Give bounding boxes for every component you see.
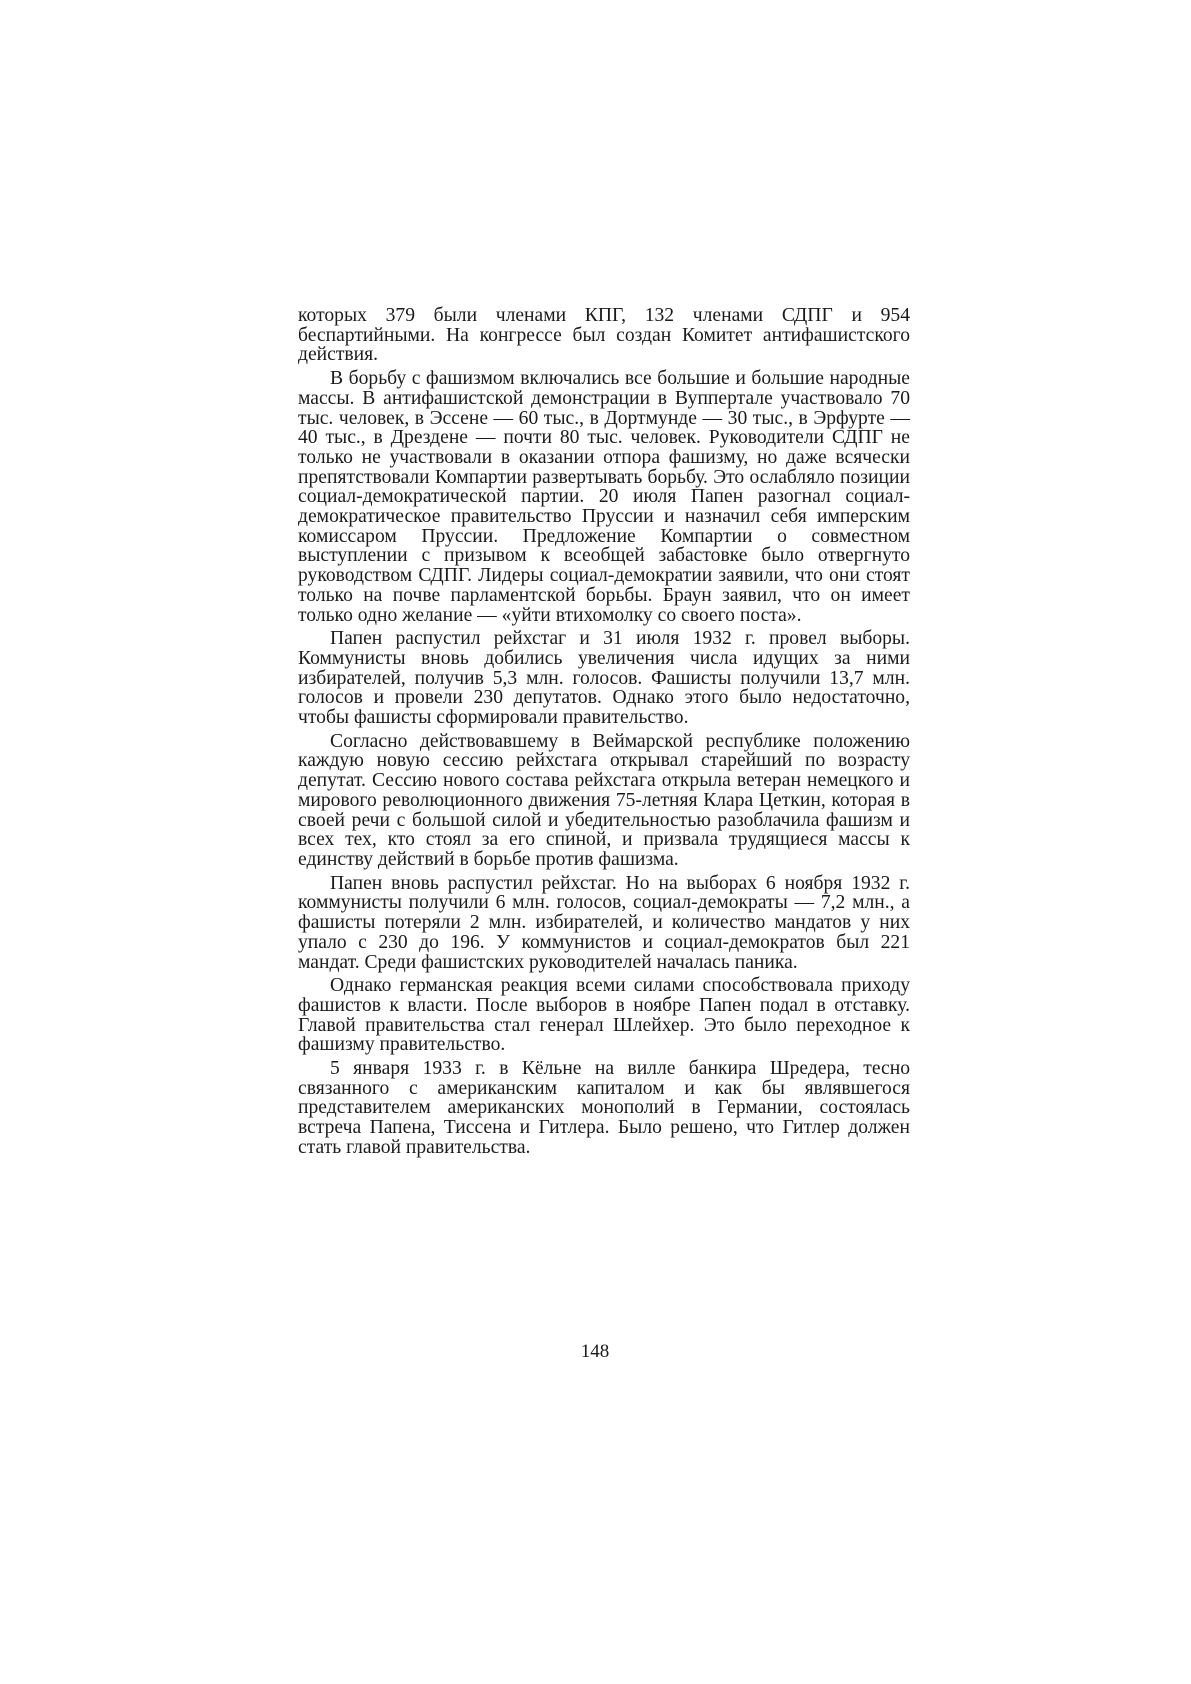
- paragraph: 5 января 1933 г. в Кёльне на вилле банкира Шредера, тесно связанного с американским капиталом и как бы являвшегося представителем американских монополий в Германии, состоялась встреча Папена, Тиссена и Гитлера. Было решено, что Гитлер должен стать главой правительства.: [298, 1058, 910, 1158]
- paragraph: Согласно действовавшему в Веймарской республике положению каждую новую сессию рейхстага открывал старейший по возрасту депутат. Сессию нового состава рейхстага открыла ветеран немецкого и мирового революционного движения 75-летняя Клара Цеткин, которая в своей речи с большой силой и убедительностью разоблачила фашизм и всех тех, кто стоял за его спиной, и призвала трудящиеся массы к единству действий в борьбе против фашизма.: [298, 730, 910, 870]
- paragraph: В борьбу с фашизмом включались все большие и большие народные массы. В антифашистской демонстрации в Вуппертале участвовало 70 тыс. человек, в Эссене — 60 тыс., в Дортмунде — 30 тыс., в Эрфурте — 40 тыс., в Дрездене — почти 80 тыс. человек. Руководители СДПГ не только не участвовали в оказании отпора фашизму, но даже всячески препятствовали Компартии развертывать борьбу. Это ослабляло позиции социал-демократической партии. 20 июля Папен разогнал социал-демократическое правительство Пруссии и назначил себя имперским комиссаром Пруссии. Предложение Компартии о совместном выступлении с призывом к всеобщей забастовке было отвергнуто руководством СДПГ. Лидеры социал-демократии заявили, что они стоят только на почве парламентской борьбы. Браун заявил, что он имеет только одно желание — «уйти втихомолку со своего поста».: [298, 368, 910, 626]
- paragraph: Папен вновь распустил рейхстаг. Но на выборах 6 ноября 1932 г. коммунисты получили 6 млн. голосов, социал-демократы — 7,2 млн., а фашисты потеряли 2 млн. избирателей, и количество мандатов у них упало с 230 до 196. У коммунистов и социал-демократов был 221 мандат. Среди фашистских руководителей началась паника.: [298, 872, 910, 973]
- paragraph-continuation: которых 379 были членами КПГ, 132 членами СДПГ и 954 беспартийными. На конгрессе был создан Комитет антифашистского действия.: [298, 305, 910, 366]
- paragraph: Однако германская реакция всеми силами способствовала приходу фашистов к власти. После выборов в ноябре Папен подал в отставку. Главой правительства стал генерал Шлейхер. Это было переходное к фашизму правительство.: [298, 975, 910, 1056]
- paragraph: Папен распустил рейхстаг и 31 июля 1932 г. провел выборы. Коммунисты вновь добились увеличения числа идущих за ними избирателей, получив 5,3 млн. голосов. Фашисты получили 13,7 млн. голосов и провели 230 депутатов. Однако этого было недостаточно, чтобы фашисты сформировали правительство.: [298, 628, 910, 729]
- page-number: 148: [580, 1341, 610, 1362]
- page-text: [298, 306, 910, 1158]
